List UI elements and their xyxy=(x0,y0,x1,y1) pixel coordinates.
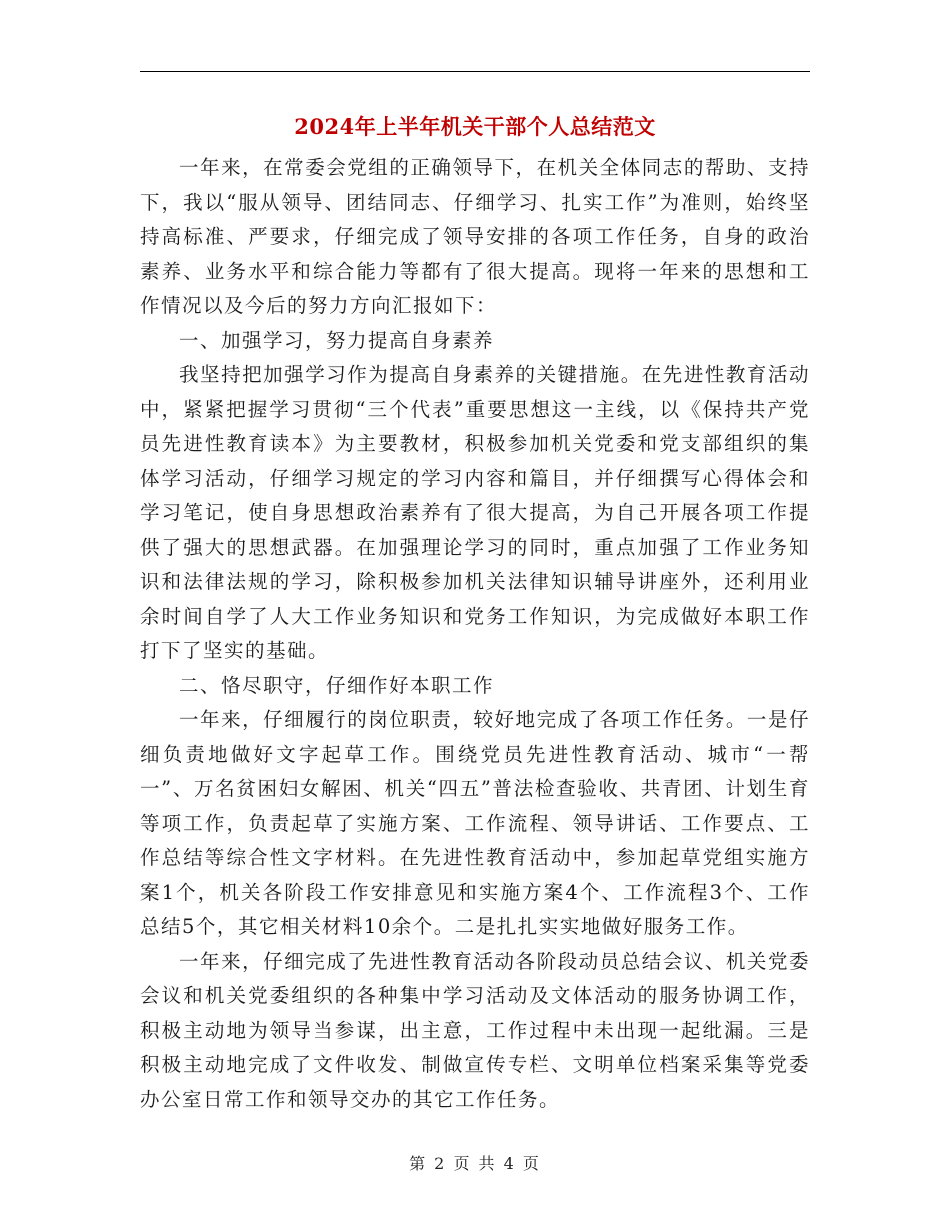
section-heading-1: 一、加强学习，努力提高自身素养 xyxy=(179,328,495,352)
document-title: 2024年上半年机关干部个人总结范文 xyxy=(294,114,656,139)
document-body xyxy=(140,151,810,1117)
page-number-footer: 第 2 页 共 4 页 xyxy=(409,1154,541,1173)
section-heading-2: 二、恪尽职守，仔细作好本职工作 xyxy=(179,673,495,697)
paragraph-duties: 一年来，仔细履行的岗位职责，较好地完成了各项工作任务。一是仔细负责地做好文字起草工作。围绕党员先进性教育活动、城市“一帮一”、万名贫困妇女解困、机关“四五”普法检查验收、共青团、计划生育等项工作，负责起草了实施方案、工作流程、领导讲话、工作要点、工作总结等综合性文字材料。在先进性教育活动中，参加起草党组实施方案1个，机关各阶段工作安排意见和实施方案4个、工作流程3个、工作总结5个，其它相关材料10余个。二是扎扎实实地做好服务工作。 xyxy=(140,708,810,938)
paragraph-study: 我坚持把加强学习作为提高自身素养的关键措施。在先进性教育活动中，紧紧把握学习贯彻“三个代表”重要思想这一主线，以《保持共产党员先进性教育读本》为主要教材，积极参加机关党委和党支部组织的集体学习活动，仔细学习规定的学习内容和篇目，并仔细撰写心得体会和学习笔记，使自身思想政治素养有了很大提高，为自己开展各项工作提供了强大的思想武器。在加强理论学习的同时，重点加强了工作业务知识和法律法规的学习，除积极参加机关法律知识辅导讲座外，还利用业余时间自学了人大工作业务知识和党务工作知识，为完成做好本职工作打下了坚实的基础。 xyxy=(140,363,810,662)
paragraph-intro: 一年来，在常委会党组的正确领导下，在机关全体同志的帮助、支持下，我以“服从领导、团结同志、仔细学习、扎实工作”为准则，始终坚持高标准、严要求，仔细完成了领导安排的各项工作任务，自身的政治素养、业务水平和综合能力等都有了很大提高。现将一年来的思想和工作情况以及今后的努力方向汇报如下： xyxy=(140,156,810,317)
header-rule xyxy=(140,71,810,72)
paragraph-service: 一年来，仔细完成了先进性教育活动各阶段动员总结会议、机关党委会议和机关党委组织的各种集中学习活动及文体活动的服务协调工作，积极主动地为领导当参谋，出主意，工作过程中未出现一起纰漏。三是积极主动地完成了文件收发、制做宣传专栏、文明单位档案采集等党委办公室日常工作和领导交办的其它工作任务。 xyxy=(140,949,810,1111)
